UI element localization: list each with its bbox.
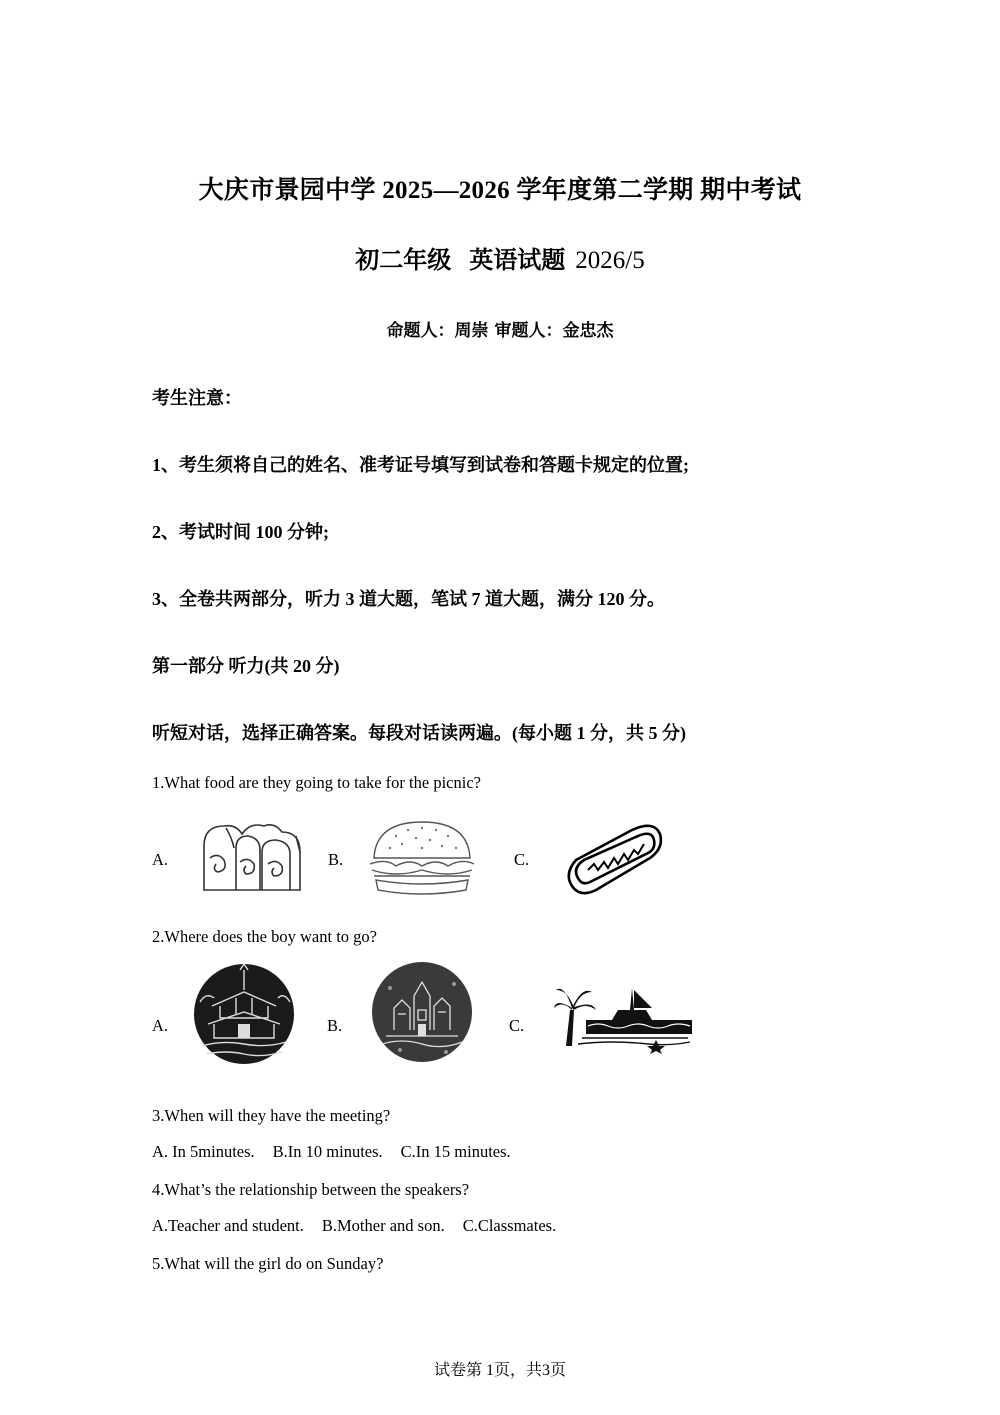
exam-title: 大庆市景园中学 2025—2026 学年度第二学期 期中考试 — [198, 177, 802, 204]
question-1: 1.What food are they going to take for the picnic? — [152, 773, 481, 792]
notice-item-2: 2、考试时间 100 分钟; — [152, 522, 329, 542]
beach-icon — [552, 980, 694, 1054]
q3-option-c: C.In 15 minutes. — [400, 1142, 511, 1161]
question-4: 4.What’s the relationship between the speakers? — [152, 1180, 470, 1199]
question-3: 3.When will they have the meeting? — [152, 1106, 391, 1125]
notice-item-3: 3、全卷共两部分，听力 3 道大题，笔试 7 道大题，满分 120 分。 — [152, 589, 665, 609]
exam-subtitle: 初二年级 英语试题 — [355, 248, 566, 274]
page-footer: 试卷第 1页，共3页 — [433, 1362, 566, 1379]
q4-option-b: B.Mother and son. — [321, 1216, 445, 1235]
q4-option-c: C.Classmates. — [462, 1216, 557, 1235]
q4-options — [152, 1216, 556, 1236]
question-5: 5.What will the girl do on Sunday? — [152, 1254, 384, 1273]
q1-option-c-label: C. — [514, 850, 530, 869]
hamburger-icon — [366, 818, 478, 898]
q2-option-c-label: C. — [509, 1016, 525, 1035]
q3-options — [152, 1142, 511, 1162]
exam-authors: 命题人：周崇 审题人：金忠杰 — [386, 321, 614, 341]
exam-date: 2026/5 — [575, 247, 645, 274]
notice-item-1: 1、考生须将自己的姓名、准考证号填写到试卷和答题卡规定的位置; — [152, 455, 689, 475]
q1-option-a-label: A. — [152, 850, 169, 869]
palace-icon — [192, 962, 296, 1066]
hotdog-icon — [562, 820, 666, 900]
bread-icon — [196, 818, 306, 896]
q3-option-b: B.In 10 minutes. — [272, 1142, 383, 1161]
part1-heading: 第一部分 听力(共 20 分) — [152, 656, 340, 676]
q4-option-a: A.Teacher and student. — [152, 1216, 304, 1235]
q2-option-b-label: B. — [327, 1016, 343, 1035]
section-heading: 听短对话，选择正确答案。每段对话读两遍。(每小题 1 分，共 5 分) — [152, 723, 686, 743]
castle-icon — [370, 960, 474, 1064]
exam-subtitle-line — [0, 240, 1000, 275]
q3-option-a: A. In 5minutes. — [152, 1142, 255, 1161]
question-2: 2.Where does the boy want to go? — [152, 927, 377, 946]
notice-heading: 考生注意： — [152, 388, 242, 408]
q1-option-b-label: B. — [328, 850, 344, 869]
q2-option-a-label: A. — [152, 1016, 169, 1035]
